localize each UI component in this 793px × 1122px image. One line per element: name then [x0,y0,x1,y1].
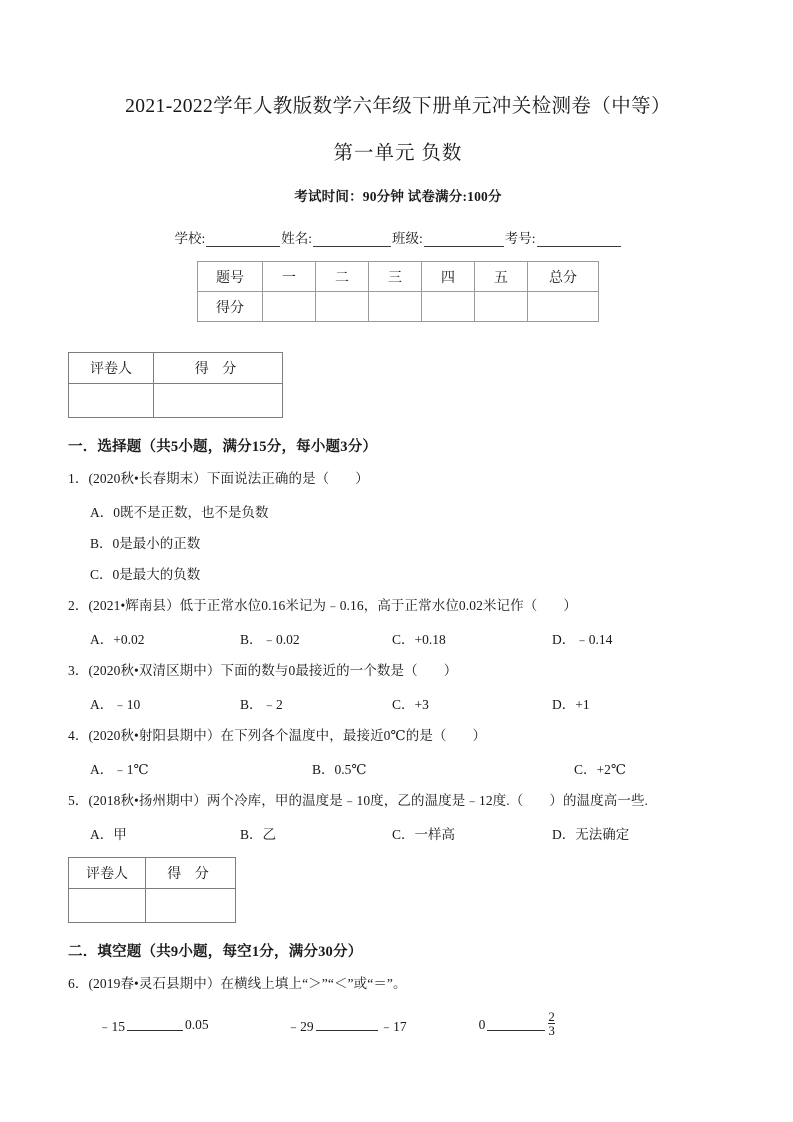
question-4-options [68,758,728,778]
fraction-numerator: 2 [548,1008,555,1024]
score-table-wrapper [68,261,728,322]
page-subtitle: 第一单元 负数 [333,143,463,165]
option-d[interactable]: D．﹣0.14 [552,632,613,648]
question-1-text: 1．(2020秋•长春期末）下面说法正确的是（ [68,471,330,487]
score-table-col-total: 总分 [528,262,599,292]
section-heading-2: 二．填空题（共9小题，每空1分，满分30分） [68,943,363,960]
question-6 [68,974,728,995]
question-6-fill-row [68,1008,728,1039]
reviewer-input-2[interactable] [69,888,146,922]
table-row [198,262,599,292]
class-label: 班级: [392,231,423,247]
option-b[interactable]: B．0.5℃ [312,761,367,777]
question-4-text: 4．(2020秋•射阳县期中）在下列各个温度中，最接近0℃的是（ [68,728,447,744]
reviewer-input-1[interactable] [69,384,154,418]
school-label: 学校: [174,231,206,247]
score-label-1: 得 分 [154,353,283,384]
reviewer-label-1: 评卷人 [69,353,154,384]
page-content [68,92,728,1039]
fill-item-3-left: 0 [478,1016,486,1032]
fill-item-2-right: ﹣17 [379,1018,407,1034]
option-a[interactable]: A．﹣1℃ [90,761,149,777]
exam-no-label: 考号: [504,231,536,247]
exam-no-blank[interactable] [537,233,621,247]
option-c[interactable]: C．+0.18 [392,632,446,648]
score-table [197,261,599,322]
table-row [69,888,236,922]
question-1-close-paren: ） [355,471,369,487]
option-b[interactable]: B．﹣0.02 [240,632,300,648]
question-1 [68,469,728,490]
score-cell-total[interactable] [528,292,599,322]
score-cell-2[interactable] [316,292,369,322]
fraction-two-thirds [548,1010,555,1038]
class-field[interactable] [392,227,505,247]
score-cell-4[interactable] [422,292,475,322]
score-input-1[interactable] [154,384,283,418]
option-b[interactable]: B．0是最小的正数 [90,536,201,552]
name-blank[interactable] [313,233,391,247]
option-c[interactable]: C．一样高 [392,826,456,842]
fill-item-3 [478,1008,555,1039]
option-a[interactable]: A．0既不是正数，也不是负数 [90,505,269,521]
question-2-close-paren: ） [563,598,577,614]
question-2 [68,596,728,617]
score-table-col-3: 三 [369,262,422,292]
option-a[interactable]: A．甲 [90,826,127,842]
class-blank[interactable] [424,233,504,247]
fill-item-1-blank[interactable] [127,1018,183,1031]
table-row [198,292,599,322]
score-table-col-1: 一 [263,262,316,292]
student-info-line [68,227,728,247]
question-5-close-paren: ）的温度高一些. [549,792,649,808]
exam-no-field[interactable] [505,227,622,247]
school-field[interactable] [174,227,281,247]
table-row [69,384,283,418]
table-row [69,353,283,384]
option-a[interactable]: A．﹣10 [90,697,141,713]
score-row-label: 得分 [198,292,263,322]
fill-item-1 [98,1015,209,1035]
option-c[interactable]: C．+2℃ [574,761,626,777]
option-c[interactable]: C．0是最大的负数 [90,567,201,583]
school-blank[interactable] [206,233,280,247]
grader-box-1 [68,352,283,418]
option-b[interactable]: B．乙 [240,826,277,842]
name-field[interactable] [281,227,392,247]
score-input-2[interactable] [146,888,236,922]
score-cell-3[interactable] [369,292,422,322]
question-6-text: 6．(2019春•灵石县期中）在横线上填上“＞”“＜”或“＝”。 [68,975,407,991]
question-3-close-paren: ） [443,663,458,679]
question-3-text: 3．(2020秋•双清区期中）下面的数与0最接近的一个数是（ [68,663,418,679]
grader-box-1-wrapper [68,352,728,418]
score-table-col-5: 五 [475,262,528,292]
option-d[interactable]: D．+1 [552,697,590,713]
name-label: 姓名: [281,231,312,247]
exam-meta: 考试时间：90分钟 试卷满分:100分 [294,189,502,205]
table-row [69,857,236,888]
grader-box-2-wrapper [68,857,728,923]
score-label-2: 得 分 [146,857,236,888]
question-3 [68,661,728,682]
fill-item-2-blank[interactable] [316,1018,378,1031]
fill-item-1-right: 0.05 [185,1016,209,1032]
question-5-text: 5．(2018秋•扬州期中）两个冷库，甲的温度是﹣10度，乙的温度是﹣12度.（ [68,792,524,808]
section-heading-1: 一．选择题（共5小题，满分15分，每小题3分） [68,439,378,456]
reviewer-label-2: 评卷人 [69,857,146,888]
score-table-head-label: 题号 [198,262,263,292]
fraction-denominator: 3 [548,1023,555,1039]
option-b[interactable]: B．﹣2 [240,697,283,713]
option-d[interactable]: D．无法确定 [552,826,630,842]
fill-item-2 [287,1015,407,1035]
question-2-options [68,628,728,648]
grader-box-2 [68,857,236,923]
question-2-text: 2．(2021•辉南县）低于正常水位0.16米记为﹣0.16，高于正常水位0.02米记作（ [68,598,538,614]
option-a[interactable]: A．+0.02 [90,632,145,648]
score-table-col-4: 四 [422,262,475,292]
score-table-col-2: 二 [316,262,369,292]
question-4-close-paren: ） [472,728,487,744]
fill-item-1-left: ﹣15 [98,1018,125,1034]
question-4 [68,726,728,747]
question-3-options [68,693,728,713]
page-title: 2021-2022学年人教版数学六年级下册单元冲关检测卷（中等） [125,96,671,117]
fill-item-3-blank[interactable] [487,1018,545,1031]
fill-item-2-left: ﹣29 [286,1018,314,1034]
score-cell-1[interactable] [263,292,316,322]
score-cell-5[interactable] [475,292,528,322]
option-c[interactable]: C．+3 [392,697,429,713]
question-1-options [68,501,728,583]
question-5-options [68,823,728,843]
question-5 [68,791,728,812]
